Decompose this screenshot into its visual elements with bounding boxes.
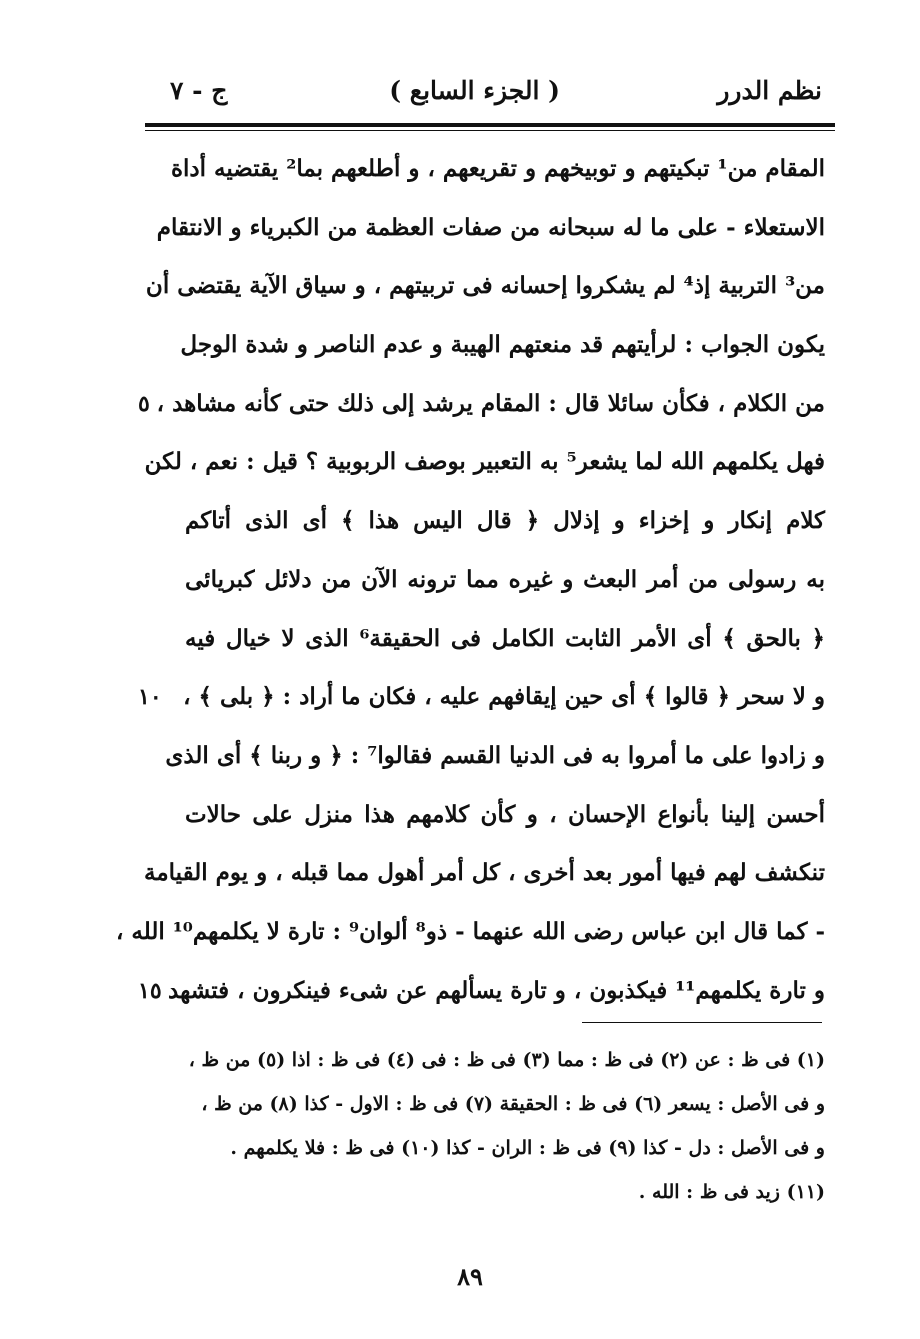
footnote-line: (١١) زيد فى ظ : الله . (638, 1181, 825, 1203)
text-line: تنكشف لهم فيها أمور بعد أخرى ، كل أمر أهول مما قبله ، و يوم القيامة (143, 859, 825, 887)
line-number: ١٥ (138, 977, 162, 1004)
footnote-line: و فى الأصل : دل - كذا (٩) فى ظ : الران - كذا (١٠) فى ظ : فلا يكلمهم . (230, 1137, 825, 1159)
running-header (150, 70, 822, 120)
footnote-rule (582, 1022, 822, 1023)
text-line: و زادوا على ما أمروا به فى الدنيا القسم فقالوا⁷ : ﴿ و ربنا ﴾ أى الذى (165, 741, 825, 769)
footnote-line: (١) فى ظ : عن (٢) فى ظ : مما (٣) فى ظ : فى (٤) فى ظ : اذا (٥) من ظ ، (188, 1049, 825, 1071)
part-label: ( الجزء السابع ) (389, 76, 560, 105)
text-line: ﴿ بالحق ﴾ أى الأمر الثابت الكامل فى الحقيقة⁶ الذى لا خيال فيه (185, 624, 826, 652)
text-line: المقام من¹ تبكيتهم و توبيخهم و تقريعهم ، و أطلعهم بما² يقتضيه أداة (170, 155, 825, 182)
text-line: - كما قال ابن عباس رضى الله عنهما - ذو⁸ ألوان⁹ : تارة لا يكلمهم¹⁰ الله ، (115, 917, 825, 945)
text-line: يكون الجواب : لرأيتهم قد منعتهم الهيبة و عدم الناصر و شدة الوجل (180, 331, 825, 359)
book-title: نظم الدرر (717, 76, 822, 105)
text-line: أحسن إلينا بأنواع الإحسان ، و كأن كلامهم هذا منزل على حالات (185, 800, 825, 828)
text-line: من الكلام ، فكأن سائلا قال : المقام يرشد إلى ذلك حتى كأنه مشاهد ، (156, 389, 825, 417)
text-line: به رسولى من أمر البعث و غيره مما ترونه الآن من دلائل كبريائى (185, 565, 825, 593)
header-rule-thin (145, 130, 835, 131)
text-line: و لا سحر ﴿ قالوا ﴾ أى حين إيقافهم عليه ، فكان ما أراد : ﴿ بلى ﴾ ، (183, 683, 825, 711)
text-line: من³ التربية إذ⁴ لم يشكروا إحسانه فى تربيتهم ، و سياق الآية يقتضى أن (145, 272, 825, 300)
line-number: ١٠ (138, 684, 162, 711)
volume-label: ج - ٧ (170, 76, 228, 105)
page-number: ٨٩ (457, 1262, 483, 1291)
text-line: فهل يكلمهم الله لما يشعر⁵ به التعبير بوصف الربوبية ؟ قيل : نعم ، لكن (144, 448, 825, 476)
line-number: ٥ (138, 390, 150, 417)
footnote-line: و فى الأصل : يسعر (٦) فى ظ : الحقيقة (٧) فى ظ : الاول - كذا (٨) من ظ ، (201, 1093, 825, 1115)
footnotes (175, 1038, 825, 1214)
text-line: كلام إنكار و إخزاء و إذلال ﴿ قال اليس هذا ﴾ أى الذى أتاكم (185, 507, 825, 535)
header-rule-thick (145, 123, 835, 127)
text-line: و تارة يكلمهم¹¹ فيكذبون ، و تارة يسألهم عن شىء فينكرون ، فتشهد (168, 976, 825, 1004)
text-line: الاستعلاء - على ما له سبحانه من صفات العظمة من الكبرياء و الانتقام (156, 213, 825, 241)
